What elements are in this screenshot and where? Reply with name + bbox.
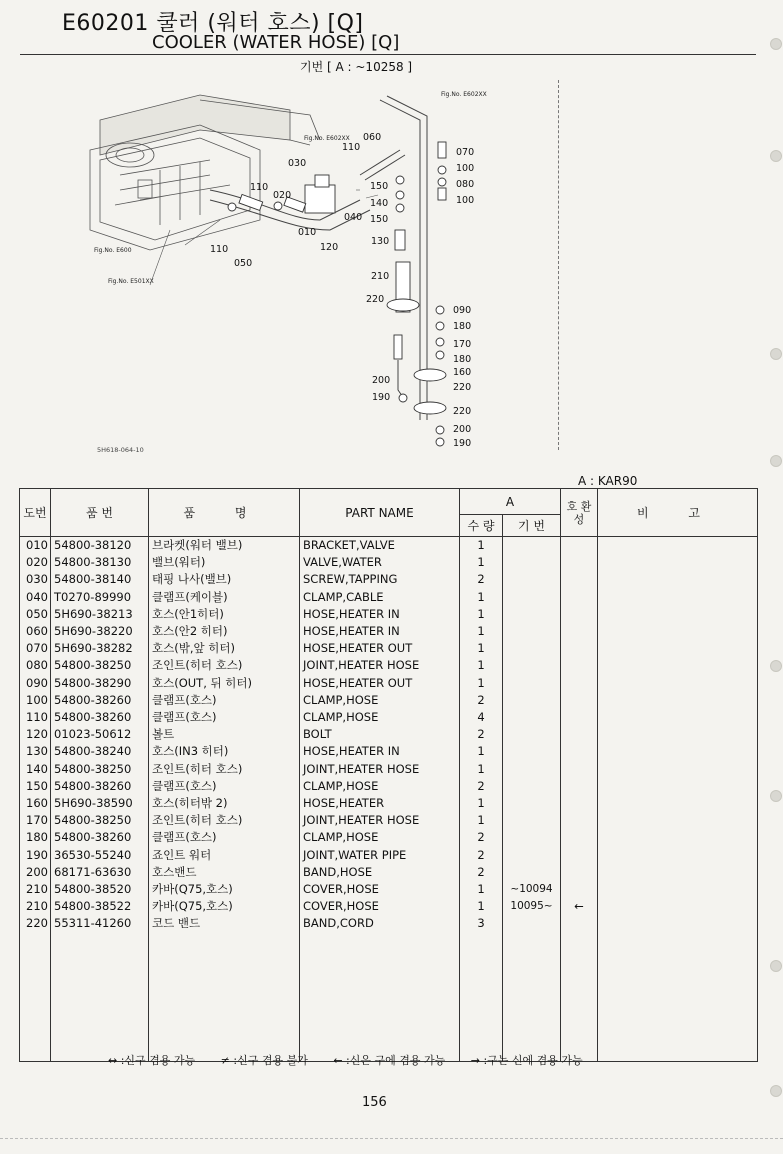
cell-rm [598, 640, 758, 657]
cell-ref: 050 [20, 606, 51, 623]
cell-ic: ← [561, 898, 598, 915]
cell-qty: 1 [460, 675, 503, 692]
cell-ic [561, 743, 598, 760]
cell-ic [561, 589, 598, 606]
cell-kn: 조인트(히터 호스) [149, 657, 300, 674]
cell-qty: 1 [460, 743, 503, 760]
cell-ic [561, 829, 598, 846]
title-rule [20, 54, 756, 55]
cell-sn [503, 915, 561, 932]
cell-qty: 1 [460, 537, 503, 555]
cell-en: JOINT,HEATER HOSE [300, 657, 460, 674]
cell-sn [503, 623, 561, 640]
binder-hole [770, 150, 782, 162]
binder-hole [770, 38, 782, 50]
cell-ic [561, 623, 598, 640]
cell-sn: ~10094 [503, 881, 561, 898]
binder-hole [770, 455, 782, 467]
cell-kn: 호스(IN3 히터) [149, 743, 300, 760]
cell-kn: 클램프(호스) [149, 709, 300, 726]
cell-sn [503, 554, 561, 571]
table-row [20, 657, 758, 674]
cell-kn: 카바(Q75,호스) [149, 898, 300, 915]
cell-pn: 54800-38250 [51, 657, 149, 674]
callout-2: 110 [342, 142, 361, 153]
table-row [20, 795, 758, 812]
cell-en: BOLT [300, 726, 460, 743]
cell-ref: 100 [20, 692, 51, 709]
cell-pn: T0270-89990 [51, 589, 149, 606]
cell-ref: 220 [20, 915, 51, 932]
cell-pn: 5H690-38213 [51, 606, 149, 623]
filler-cell [503, 933, 561, 1062]
cell-rm [598, 812, 758, 829]
page-title: E60201 쿨러 (워터 호스) [Q] [62, 11, 364, 36]
cell-en: CLAMP,HOSE [300, 692, 460, 709]
cell-rm [598, 554, 758, 571]
cell-sn [503, 795, 561, 812]
table-row [20, 812, 758, 829]
callout-13: 150 [370, 214, 389, 225]
cell-qty: 2 [460, 571, 503, 588]
cell-rm [598, 864, 758, 881]
filler-cell [460, 933, 503, 1062]
cell-kn: 밸브(워터) [149, 554, 300, 571]
cell-ref: 200 [20, 864, 51, 881]
exploded-parts-diagram [60, 80, 560, 460]
cell-pn: 54800-38290 [51, 675, 149, 692]
cell-pn: 54800-38250 [51, 761, 149, 778]
callout-22: 180 [453, 321, 472, 332]
table-row [20, 778, 758, 795]
table-row [20, 623, 758, 640]
callout-3: 030 [288, 158, 307, 169]
cell-pn: 54800-38250 [51, 812, 149, 829]
table-row [20, 898, 758, 915]
cell-en: HOSE,HEATER IN [300, 606, 460, 623]
cell-kn: 볼트 [149, 726, 300, 743]
callout-16: 100 [456, 163, 475, 174]
cell-ref: 030 [20, 571, 51, 588]
cell-kn: 조인트(히터 호스) [149, 812, 300, 829]
fig-ref-4: Fig.No. E501XX [108, 278, 154, 285]
cell-kn: 클램프(케이블) [149, 589, 300, 606]
cell-en: CLAMP,CABLE [300, 589, 460, 606]
cell-sn [503, 709, 561, 726]
cell-kn: 호스밴드 [149, 864, 300, 881]
table-row [20, 847, 758, 864]
cell-ref: 040 [20, 589, 51, 606]
diagram-code: 5H618-064-10 [97, 446, 144, 454]
callout-5: 110 [250, 182, 269, 193]
cell-sn [503, 761, 561, 778]
cell-en: CLAMP,HOSE [300, 778, 460, 795]
cell-sn [503, 778, 561, 795]
cell-qty: 4 [460, 709, 503, 726]
cell-rm [598, 606, 758, 623]
cell-en: CLAMP,HOSE [300, 829, 460, 846]
cell-kn: 호스(히터밖 2) [149, 795, 300, 812]
cell-qty: 1 [460, 606, 503, 623]
cell-ic [561, 675, 598, 692]
cell-rm [598, 761, 758, 778]
callout-20: 220 [366, 294, 385, 305]
cell-pn: 54800-38260 [51, 829, 149, 846]
cell-sn [503, 657, 561, 674]
cell-pn: 54800-38120 [51, 537, 149, 555]
binder-hole [770, 348, 782, 360]
callout-27: 200 [372, 375, 391, 386]
cell-ic [561, 657, 598, 674]
binder-hole [770, 1085, 782, 1097]
cell-rm [598, 898, 758, 915]
cell-ref: 010 [20, 537, 51, 555]
cell-ref: 020 [20, 554, 51, 571]
cell-rm [598, 795, 758, 812]
col-header-ref: 도번 [20, 489, 51, 537]
callout-17: 080 [456, 179, 475, 190]
compatibility-legend [108, 1052, 605, 1068]
table-filler-row [20, 933, 758, 1062]
filler-cell [149, 933, 300, 1062]
col-header-part-name: PART NAME [300, 489, 460, 537]
table-row [20, 881, 758, 898]
table-row [20, 692, 758, 709]
fig-ref-1: Fig.No. E602XX [441, 91, 487, 98]
cell-pn: 54800-38130 [51, 554, 149, 571]
hose-stack [387, 142, 446, 446]
cell-qty: 2 [460, 692, 503, 709]
cell-en: CLAMP,HOSE [300, 709, 460, 726]
machine-frame-drawing [90, 95, 320, 250]
cell-en: HOSE,HEATER [300, 795, 460, 812]
cell-rm [598, 589, 758, 606]
binder-hole [770, 790, 782, 802]
callout-1: 060 [363, 132, 382, 143]
leader-lines [150, 190, 378, 285]
cell-qty: 1 [460, 623, 503, 640]
callout-30: 200 [453, 424, 472, 435]
cell-kn: 호스(밖,앞 히터) [149, 640, 300, 657]
cell-pn: 54800-38260 [51, 692, 149, 709]
callout-8: 010 [298, 227, 317, 238]
callout-19: 210 [371, 271, 390, 282]
callout-18: 100 [456, 195, 475, 206]
cell-en: VALVE,WATER [300, 554, 460, 571]
cell-ref: 210 [20, 898, 51, 915]
parts-table [19, 488, 758, 1062]
cell-ic [561, 881, 598, 898]
cell-qty: 3 [460, 915, 503, 932]
serial-base-note: 기번 [ A : ~10258 ] [300, 60, 413, 74]
cell-ref: 160 [20, 795, 51, 812]
cell-qty: 1 [460, 898, 503, 915]
page-bottom-edge [0, 1138, 783, 1139]
cell-en: JOINT,WATER PIPE [300, 847, 460, 864]
callout-26: 220 [453, 382, 472, 393]
parts-table-body [20, 537, 758, 1062]
cell-en: JOINT,HEATER HOSE [300, 812, 460, 829]
cell-kn: 클램프(호스) [149, 778, 300, 795]
callout-7: 050 [234, 258, 253, 269]
cell-pn: 5H690-38590 [51, 795, 149, 812]
cell-ref: 060 [20, 623, 51, 640]
cell-pn: 54800-38522 [51, 898, 149, 915]
cell-rm [598, 692, 758, 709]
cell-rm [598, 571, 758, 588]
cell-ic [561, 761, 598, 778]
cell-qty: 1 [460, 554, 503, 571]
cell-kn: 호스(안2 히터) [149, 623, 300, 640]
col-header-name-kr: 품 명 [149, 489, 300, 537]
legend-item-old-to-new: → :구는 신에 겸용 가능 [470, 1054, 583, 1067]
cell-rm [598, 537, 758, 555]
cell-ref: 110 [20, 709, 51, 726]
cell-pn: 55311-41260 [51, 915, 149, 932]
table-row [20, 743, 758, 760]
cell-kn: 호스(안1히터) [149, 606, 300, 623]
callout-28: 190 [372, 392, 391, 403]
binder-hole [770, 960, 782, 972]
cell-ref: 170 [20, 812, 51, 829]
cell-qty: 1 [460, 640, 503, 657]
callout-10: 040 [344, 212, 363, 223]
col-header-part-no: 품 번 [51, 489, 149, 537]
callout-12: 140 [370, 198, 389, 209]
cell-ref: 190 [20, 847, 51, 864]
callout-6: 110 [210, 244, 229, 255]
table-row [20, 675, 758, 692]
cell-ic [561, 847, 598, 864]
cell-ic [561, 537, 598, 555]
cell-qty: 1 [460, 589, 503, 606]
cell-sn [503, 589, 561, 606]
filler-cell [561, 933, 598, 1062]
table-row [20, 829, 758, 846]
cell-sn [503, 812, 561, 829]
fig-ref-3: Fig.No. E600 [94, 247, 132, 254]
cell-qty: 2 [460, 778, 503, 795]
cell-ic [561, 709, 598, 726]
filler-cell [300, 933, 460, 1062]
cell-rm [598, 726, 758, 743]
cell-pn: 68171-63630 [51, 864, 149, 881]
cell-en: BAND,HOSE [300, 864, 460, 881]
col-header-serial: 기 번 [503, 515, 561, 537]
table-row [20, 640, 758, 657]
cell-qty: 2 [460, 847, 503, 864]
cell-ic [561, 571, 598, 588]
cell-en: BRACKET,VALVE [300, 537, 460, 555]
cell-sn: 10095~ [503, 898, 561, 915]
cell-pn: 54800-38260 [51, 709, 149, 726]
cell-ic [561, 692, 598, 709]
cell-rm [598, 881, 758, 898]
cell-rm [598, 915, 758, 932]
col-header-interchange: 호 환 성 [561, 489, 598, 537]
cell-sn [503, 726, 561, 743]
fig-ref-2: Fig.No. E602XX [304, 135, 350, 142]
cell-qty: 1 [460, 657, 503, 674]
cell-sn [503, 692, 561, 709]
cell-kn: 태핑 나사(밸브) [149, 571, 300, 588]
filler-cell [598, 933, 758, 1062]
cell-pn: 54800-38240 [51, 743, 149, 760]
cell-sn [503, 829, 561, 846]
callout-21: 090 [453, 305, 472, 316]
cell-ic [561, 778, 598, 795]
cell-qty: 2 [460, 864, 503, 881]
filler-cell [20, 933, 51, 1062]
cell-kn: 호스(OUT, 뒤 히터) [149, 675, 300, 692]
cell-sn [503, 640, 561, 657]
table-row [20, 537, 758, 555]
callout-11: 150 [370, 181, 389, 192]
cell-rm [598, 623, 758, 640]
cell-ic [561, 554, 598, 571]
cell-kn: 조인트(히터 호스) [149, 761, 300, 778]
cell-kn: 클램프(호스) [149, 692, 300, 709]
callout-24: 180 [453, 354, 472, 365]
table-row [20, 571, 758, 588]
callout-29: 220 [453, 406, 472, 417]
cell-en: COVER,HOSE [300, 898, 460, 915]
callout-9: 120 [320, 242, 339, 253]
cell-en: JOINT,HEATER HOSE [300, 761, 460, 778]
cell-en: BAND,CORD [300, 915, 460, 932]
cell-ic [561, 812, 598, 829]
cell-sn [503, 675, 561, 692]
cell-en: HOSE,HEATER IN [300, 743, 460, 760]
cell-rm [598, 847, 758, 864]
col-header-group-a: A [460, 489, 561, 515]
cell-rm [598, 743, 758, 760]
cell-rm [598, 675, 758, 692]
cell-qty: 1 [460, 795, 503, 812]
cell-pn: 5H690-38282 [51, 640, 149, 657]
legend-item-new-to-old: ← :신은 구에 겸용 가능 [333, 1054, 446, 1067]
cell-ref: 120 [20, 726, 51, 743]
cell-ref: 210 [20, 881, 51, 898]
cell-qty: 1 [460, 761, 503, 778]
page-number: 156 [362, 1095, 387, 1110]
cell-sn [503, 606, 561, 623]
cell-kn: 카바(Q75,호스) [149, 881, 300, 898]
cell-ic [561, 606, 598, 623]
cell-ref: 180 [20, 829, 51, 846]
cell-sn [503, 847, 561, 864]
cell-ic [561, 864, 598, 881]
cell-qty: 1 [460, 812, 503, 829]
cell-kn: 코드 밴드 [149, 915, 300, 932]
table-row [20, 761, 758, 778]
cell-ic [561, 795, 598, 812]
col-header-remarks: 비 고 [598, 489, 758, 537]
cell-kn: 클램프(호스) [149, 829, 300, 846]
cell-sn [503, 571, 561, 588]
cell-ref: 080 [20, 657, 51, 674]
cell-kn: 죠인트 워터 [149, 847, 300, 864]
page-subtitle: COOLER (WATER HOSE) [Q] [152, 32, 400, 53]
cell-ref: 140 [20, 761, 51, 778]
cell-en: HOSE,HEATER OUT [300, 640, 460, 657]
cell-kn: 브라켓(워터 밸브) [149, 537, 300, 555]
table-row [20, 709, 758, 726]
cell-pn: 01023-50612 [51, 726, 149, 743]
table-row [20, 589, 758, 606]
legend-item-none: ≠ :신구 겸용 불가 [220, 1054, 308, 1067]
cell-en: SCREW,TAPPING [300, 571, 460, 588]
cell-en: HOSE,HEATER IN [300, 623, 460, 640]
cell-ref: 090 [20, 675, 51, 692]
cell-qty: 2 [460, 726, 503, 743]
cell-rm [598, 829, 758, 846]
cell-ic [561, 726, 598, 743]
cell-ic [561, 640, 598, 657]
cell-pn: 36530-55240 [51, 847, 149, 864]
callout-4: 020 [273, 190, 292, 201]
cell-ref: 130 [20, 743, 51, 760]
callout-23: 170 [453, 339, 472, 350]
cell-ref: 070 [20, 640, 51, 657]
cell-pn: 5H690-38220 [51, 623, 149, 640]
table-row [20, 726, 758, 743]
cell-pn: 54800-38260 [51, 778, 149, 795]
binder-hole [770, 660, 782, 672]
callout-14: 130 [371, 236, 390, 247]
callout-25: 160 [453, 367, 472, 378]
legend-item-both: ↔ :신구 겸용 가능 [108, 1054, 196, 1067]
callout-15: 070 [456, 147, 475, 158]
cell-sn [503, 743, 561, 760]
cell-sn [503, 864, 561, 881]
callout-31: 190 [453, 438, 472, 449]
cell-rm [598, 778, 758, 795]
cell-pn: 54800-38140 [51, 571, 149, 588]
cell-pn: 54800-38520 [51, 881, 149, 898]
table-row [20, 915, 758, 932]
cell-qty: 1 [460, 881, 503, 898]
col-header-qty: 수 량 [460, 515, 503, 537]
cell-en: COVER,HOSE [300, 881, 460, 898]
table-row [20, 554, 758, 571]
cell-rm [598, 657, 758, 674]
table-row [20, 864, 758, 881]
cell-en: HOSE,HEATER OUT [300, 675, 460, 692]
cell-ref: 150 [20, 778, 51, 795]
cell-ic [561, 915, 598, 932]
cell-qty: 2 [460, 829, 503, 846]
filler-cell [51, 933, 149, 1062]
table-row [20, 606, 758, 623]
cell-rm [598, 709, 758, 726]
cell-sn [503, 537, 561, 555]
model-note: A : KAR90 [578, 474, 638, 488]
